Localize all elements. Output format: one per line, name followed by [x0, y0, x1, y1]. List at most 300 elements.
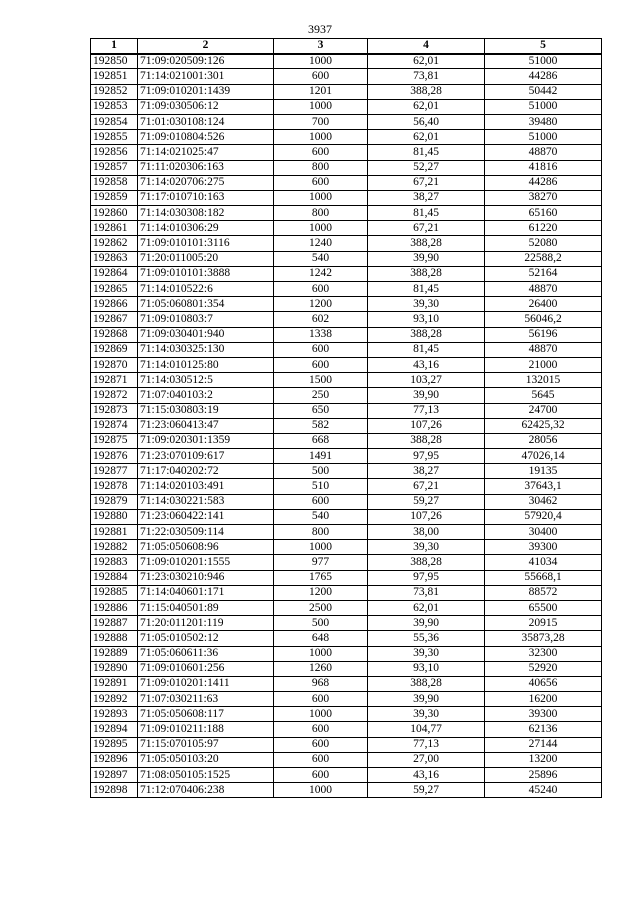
cadastral-number-cell: 71:14:030308:182	[138, 206, 274, 221]
rate-cell: 388,28	[368, 266, 485, 281]
rate-cell: 55,36	[368, 631, 485, 646]
row-number-cell: 192893	[91, 707, 138, 722]
cadastral-number-cell: 71:23:070109:617	[138, 449, 274, 464]
row-number-cell: 192854	[91, 114, 138, 129]
area-cell: 1201	[274, 84, 368, 99]
cadastral-number-cell: 71:22:030509:114	[138, 525, 274, 540]
rate-cell: 97,95	[368, 449, 485, 464]
rate-cell: 38,27	[368, 190, 485, 205]
cadastral-number-cell: 71:05:060611:36	[138, 646, 274, 661]
value-cell: 52080	[485, 236, 602, 251]
rate-cell: 388,28	[368, 676, 485, 691]
row-number-cell: 192882	[91, 540, 138, 555]
value-cell: 30462	[485, 494, 602, 509]
area-cell: 600	[274, 768, 368, 783]
rate-cell: 73,81	[368, 585, 485, 600]
area-cell: 250	[274, 388, 368, 403]
table-row	[91, 327, 602, 342]
table-row	[91, 661, 602, 676]
cadastral-number-cell: 71:09:020301:1359	[138, 433, 274, 448]
row-number-cell: 192869	[91, 342, 138, 357]
value-cell: 44286	[485, 69, 602, 84]
cadastral-number-cell: 71:09:010803:7	[138, 312, 274, 327]
value-cell: 21000	[485, 357, 602, 372]
value-cell: 48870	[485, 342, 602, 357]
area-cell: 1260	[274, 661, 368, 676]
row-number-cell: 192890	[91, 661, 138, 676]
rate-cell: 93,10	[368, 661, 485, 676]
area-cell: 600	[274, 357, 368, 372]
row-number-cell: 192850	[91, 54, 138, 69]
value-cell: 37643,1	[485, 479, 602, 494]
area-cell: 1000	[274, 99, 368, 114]
area-cell: 1000	[274, 783, 368, 798]
area-cell: 1200	[274, 585, 368, 600]
rate-cell: 27,00	[368, 752, 485, 767]
area-cell: 800	[274, 206, 368, 221]
table-row	[91, 206, 602, 221]
cadastral-number-cell: 71:09:010101:3888	[138, 266, 274, 281]
value-cell: 28056	[485, 433, 602, 448]
row-number-cell: 192864	[91, 266, 138, 281]
cadastral-number-cell: 71:14:040601:171	[138, 585, 274, 600]
area-cell: 600	[274, 737, 368, 752]
value-cell: 57920,4	[485, 509, 602, 524]
value-cell: 62136	[485, 722, 602, 737]
value-cell: 13200	[485, 752, 602, 767]
cadastral-number-cell: 71:14:030221:583	[138, 494, 274, 509]
rate-cell: 107,26	[368, 418, 485, 433]
table-row	[91, 676, 602, 691]
cadastral-number-cell: 71:15:030803:19	[138, 403, 274, 418]
row-number-cell: 192897	[91, 768, 138, 783]
area-cell: 1000	[274, 190, 368, 205]
page-number: 3937	[308, 22, 332, 36]
area-cell: 1000	[274, 130, 368, 145]
table-row	[91, 175, 602, 190]
rate-cell: 39,30	[368, 646, 485, 661]
value-cell: 45240	[485, 783, 602, 798]
value-cell: 44286	[485, 175, 602, 190]
value-cell: 26400	[485, 297, 602, 312]
area-cell: 1765	[274, 570, 368, 585]
row-number-cell: 192884	[91, 570, 138, 585]
cadastral-number-cell: 71:11:020306:163	[138, 160, 274, 175]
rate-cell: 388,28	[368, 327, 485, 342]
table-row	[91, 145, 602, 160]
rate-cell: 39,90	[368, 388, 485, 403]
value-cell: 41816	[485, 160, 602, 175]
cadastral-number-cell: 71:15:040501:89	[138, 600, 274, 615]
row-number-cell: 192871	[91, 373, 138, 388]
area-cell: 650	[274, 403, 368, 418]
data-table	[90, 38, 602, 798]
value-cell: 56046,2	[485, 312, 602, 327]
cadastral-number-cell: 71:20:011201:119	[138, 616, 274, 631]
rate-cell: 62,01	[368, 600, 485, 615]
table-row	[91, 297, 602, 312]
table-row	[91, 433, 602, 448]
area-cell: 1338	[274, 327, 368, 342]
row-number-cell: 192876	[91, 449, 138, 464]
value-cell: 41034	[485, 555, 602, 570]
rate-cell: 388,28	[368, 84, 485, 99]
table-row	[91, 570, 602, 585]
row-number-cell: 192898	[91, 783, 138, 798]
value-cell: 48870	[485, 282, 602, 297]
cadastral-number-cell: 71:17:010710:163	[138, 190, 274, 205]
rate-cell: 107,26	[368, 509, 485, 524]
area-cell: 600	[274, 69, 368, 84]
rate-cell: 67,21	[368, 479, 485, 494]
value-cell: 55668,1	[485, 570, 602, 585]
table-row	[91, 692, 602, 707]
row-number-cell: 192877	[91, 464, 138, 479]
table-row	[91, 403, 602, 418]
area-cell: 600	[274, 494, 368, 509]
rate-cell: 388,28	[368, 433, 485, 448]
rate-cell: 67,21	[368, 175, 485, 190]
table-row	[91, 160, 602, 175]
rate-cell: 39,30	[368, 540, 485, 555]
row-number-cell: 192874	[91, 418, 138, 433]
area-cell: 1000	[274, 707, 368, 722]
table-row	[91, 69, 602, 84]
area-cell: 800	[274, 160, 368, 175]
table-row	[91, 418, 602, 433]
row-number-cell: 192879	[91, 494, 138, 509]
table-row	[91, 494, 602, 509]
rate-cell: 77,13	[368, 403, 485, 418]
row-number-cell: 192895	[91, 737, 138, 752]
table-row	[91, 631, 602, 646]
row-number-cell: 192896	[91, 752, 138, 767]
area-cell: 500	[274, 464, 368, 479]
rate-cell: 39,90	[368, 251, 485, 266]
area-cell: 510	[274, 479, 368, 494]
cadastral-number-cell: 71:09:010211:188	[138, 722, 274, 737]
area-cell: 1500	[274, 373, 368, 388]
cadastral-number-cell: 71:09:010601:256	[138, 661, 274, 676]
area-cell: 648	[274, 631, 368, 646]
cadastral-number-cell: 71:14:021025:47	[138, 145, 274, 160]
row-number-cell: 192883	[91, 555, 138, 570]
cadastral-number-cell: 71:14:020706:275	[138, 175, 274, 190]
row-number-cell: 192872	[91, 388, 138, 403]
area-cell: 600	[274, 282, 368, 297]
area-cell: 540	[274, 509, 368, 524]
rate-cell: 38,27	[368, 464, 485, 479]
table-row	[91, 707, 602, 722]
row-number-cell: 192881	[91, 525, 138, 540]
value-cell: 32300	[485, 646, 602, 661]
value-cell: 22588,2	[485, 251, 602, 266]
cadastral-number-cell: 71:09:010804:526	[138, 130, 274, 145]
rate-cell: 81,45	[368, 342, 485, 357]
cadastral-number-cell: 71:05:050608:96	[138, 540, 274, 555]
row-number-cell: 192852	[91, 84, 138, 99]
cadastral-number-cell: 71:08:050105:1525	[138, 768, 274, 783]
value-cell: 50442	[485, 84, 602, 99]
cadastral-number-cell: 71:09:030401:940	[138, 327, 274, 342]
rate-cell: 103,27	[368, 373, 485, 388]
table-row	[91, 236, 602, 251]
table-row	[91, 312, 602, 327]
cadastral-number-cell: 71:14:030512:5	[138, 373, 274, 388]
table-row	[91, 585, 602, 600]
column-header-4: 4	[368, 39, 485, 54]
cadastral-number-cell: 71:05:060801:354	[138, 297, 274, 312]
area-cell: 600	[274, 692, 368, 707]
area-cell: 600	[274, 722, 368, 737]
row-number-cell: 192873	[91, 403, 138, 418]
value-cell: 52164	[485, 266, 602, 281]
row-number-cell: 192891	[91, 676, 138, 691]
row-number-cell: 192885	[91, 585, 138, 600]
row-number-cell: 192862	[91, 236, 138, 251]
table-row	[91, 479, 602, 494]
value-cell: 39300	[485, 540, 602, 555]
row-number-cell: 192870	[91, 357, 138, 372]
row-number-cell: 192865	[91, 282, 138, 297]
rate-cell: 388,28	[368, 236, 485, 251]
value-cell: 30400	[485, 525, 602, 540]
area-cell: 600	[274, 175, 368, 190]
cadastral-number-cell: 71:09:030506:12	[138, 99, 274, 114]
cadastral-number-cell: 71:14:030325:130	[138, 342, 274, 357]
rate-cell: 62,01	[368, 130, 485, 145]
table-row	[91, 616, 602, 631]
row-number-cell: 192892	[91, 692, 138, 707]
row-number-cell: 192866	[91, 297, 138, 312]
row-number-cell: 192886	[91, 600, 138, 615]
cadastral-number-cell: 71:07:030211:63	[138, 692, 274, 707]
table-row	[91, 84, 602, 99]
table-row	[91, 555, 602, 570]
value-cell: 38270	[485, 190, 602, 205]
cadastral-number-cell: 71:05:050608:117	[138, 707, 274, 722]
area-cell: 582	[274, 418, 368, 433]
table-row	[91, 464, 602, 479]
row-number-cell: 192863	[91, 251, 138, 266]
value-cell: 56196	[485, 327, 602, 342]
value-cell: 40656	[485, 676, 602, 691]
rate-cell: 43,16	[368, 357, 485, 372]
value-cell: 35873,28	[485, 631, 602, 646]
rate-cell: 38,00	[368, 525, 485, 540]
row-number-cell: 192867	[91, 312, 138, 327]
row-number-cell: 192861	[91, 221, 138, 236]
rate-cell: 62,01	[368, 54, 485, 69]
column-header-1: 1	[91, 39, 138, 54]
cadastral-number-cell: 71:12:070406:238	[138, 783, 274, 798]
row-number-cell: 192851	[91, 69, 138, 84]
area-cell: 700	[274, 114, 368, 129]
table-row	[91, 266, 602, 281]
table-row	[91, 373, 602, 388]
rate-cell: 62,01	[368, 99, 485, 114]
row-number-cell: 192860	[91, 206, 138, 221]
table-row	[91, 251, 602, 266]
value-cell: 47026,14	[485, 449, 602, 464]
area-cell: 600	[274, 752, 368, 767]
cadastral-number-cell: 71:23:030210:946	[138, 570, 274, 585]
table-row	[91, 752, 602, 767]
row-number-cell: 192889	[91, 646, 138, 661]
area-cell: 1000	[274, 646, 368, 661]
value-cell: 24700	[485, 403, 602, 418]
value-cell: 132015	[485, 373, 602, 388]
cadastral-number-cell: 71:07:040103:2	[138, 388, 274, 403]
value-cell: 51000	[485, 54, 602, 69]
rate-cell: 81,45	[368, 145, 485, 160]
area-cell: 600	[274, 145, 368, 160]
value-cell: 39480	[485, 114, 602, 129]
table-row	[91, 190, 602, 205]
table-row	[91, 282, 602, 297]
area-cell: 1000	[274, 221, 368, 236]
value-cell: 20915	[485, 616, 602, 631]
rate-cell: 56,40	[368, 114, 485, 129]
cadastral-number-cell: 71:09:010201:1555	[138, 555, 274, 570]
rate-cell: 388,28	[368, 555, 485, 570]
value-cell: 51000	[485, 130, 602, 145]
cadastral-number-cell: 71:23:060422:141	[138, 509, 274, 524]
table-row	[91, 722, 602, 737]
area-cell: 668	[274, 433, 368, 448]
table-row	[91, 737, 602, 752]
row-number-cell: 192858	[91, 175, 138, 190]
area-cell: 1240	[274, 236, 368, 251]
area-cell: 500	[274, 616, 368, 631]
cadastral-number-cell: 71:20:011005:20	[138, 251, 274, 266]
value-cell: 61220	[485, 221, 602, 236]
area-cell: 1242	[274, 266, 368, 281]
table-row	[91, 221, 602, 236]
column-header-2: 2	[138, 39, 274, 54]
column-header-3: 3	[274, 39, 368, 54]
row-number-cell: 192868	[91, 327, 138, 342]
cadastral-number-cell: 71:23:060413:47	[138, 418, 274, 433]
cadastral-number-cell: 71:17:040202:72	[138, 464, 274, 479]
column-header-5: 5	[485, 39, 602, 54]
cadastral-number-cell: 71:05:010502:12	[138, 631, 274, 646]
table-row	[91, 357, 602, 372]
area-cell: 968	[274, 676, 368, 691]
rate-cell: 77,13	[368, 737, 485, 752]
value-cell: 39300	[485, 707, 602, 722]
rate-cell: 39,90	[368, 692, 485, 707]
value-cell: 5645	[485, 388, 602, 403]
area-cell: 1200	[274, 297, 368, 312]
cadastral-number-cell: 71:09:020509:126	[138, 54, 274, 69]
cadastral-number-cell: 71:14:020103:491	[138, 479, 274, 494]
value-cell: 52920	[485, 661, 602, 676]
row-number-cell: 192853	[91, 99, 138, 114]
value-cell: 65160	[485, 206, 602, 221]
cadastral-number-cell: 71:09:010201:1411	[138, 676, 274, 691]
rate-cell: 93,10	[368, 312, 485, 327]
table-row	[91, 540, 602, 555]
table-row	[91, 99, 602, 114]
rate-cell: 81,45	[368, 282, 485, 297]
rate-cell: 73,81	[368, 69, 485, 84]
table-row	[91, 342, 602, 357]
cadastral-number-cell: 71:09:010101:3116	[138, 236, 274, 251]
table-row	[91, 509, 602, 524]
area-cell: 1491	[274, 449, 368, 464]
cadastral-number-cell: 71:01:030108:124	[138, 114, 274, 129]
row-number-cell: 192857	[91, 160, 138, 175]
cadastral-number-cell: 71:05:050103:20	[138, 752, 274, 767]
area-cell: 600	[274, 342, 368, 357]
cadastral-number-cell: 71:14:010306:29	[138, 221, 274, 236]
rate-cell: 52,27	[368, 160, 485, 175]
rate-cell: 59,27	[368, 783, 485, 798]
row-number-cell: 192859	[91, 190, 138, 205]
table-row	[91, 600, 602, 615]
table-row	[91, 768, 602, 783]
area-cell: 800	[274, 525, 368, 540]
value-cell: 65500	[485, 600, 602, 615]
row-number-cell: 192856	[91, 145, 138, 160]
cadastral-number-cell: 71:14:021001:301	[138, 69, 274, 84]
table-row	[91, 783, 602, 798]
table-row	[91, 54, 602, 69]
cadastral-number-cell: 71:14:010522:6	[138, 282, 274, 297]
rate-cell: 59,27	[368, 494, 485, 509]
table-row	[91, 114, 602, 129]
table-row	[91, 449, 602, 464]
row-number-cell: 192887	[91, 616, 138, 631]
area-cell: 540	[274, 251, 368, 266]
area-cell: 1000	[274, 540, 368, 555]
row-number-cell: 192880	[91, 509, 138, 524]
rate-cell: 97,95	[368, 570, 485, 585]
value-cell: 25896	[485, 768, 602, 783]
rate-cell: 43,16	[368, 768, 485, 783]
rate-cell: 39,90	[368, 616, 485, 631]
value-cell: 16200	[485, 692, 602, 707]
area-cell: 1000	[274, 54, 368, 69]
value-cell: 62425,32	[485, 418, 602, 433]
rate-cell: 81,45	[368, 206, 485, 221]
row-number-cell: 192855	[91, 130, 138, 145]
rate-cell: 67,21	[368, 221, 485, 236]
cadastral-number-cell: 71:14:010125:80	[138, 357, 274, 372]
row-number-cell: 192878	[91, 479, 138, 494]
table-body	[91, 54, 602, 798]
cadastral-number-cell: 71:15:070105:97	[138, 737, 274, 752]
table-row	[91, 646, 602, 661]
header-row	[91, 39, 602, 54]
row-number-cell: 192875	[91, 433, 138, 448]
rate-cell: 39,30	[368, 297, 485, 312]
area-cell: 602	[274, 312, 368, 327]
value-cell: 51000	[485, 99, 602, 114]
area-cell: 2500	[274, 600, 368, 615]
value-cell: 88572	[485, 585, 602, 600]
rate-cell: 39,30	[368, 707, 485, 722]
table-row	[91, 388, 602, 403]
area-cell: 977	[274, 555, 368, 570]
value-cell: 19135	[485, 464, 602, 479]
row-number-cell: 192894	[91, 722, 138, 737]
table-row	[91, 525, 602, 540]
value-cell: 48870	[485, 145, 602, 160]
table-row	[91, 130, 602, 145]
row-number-cell: 192888	[91, 631, 138, 646]
